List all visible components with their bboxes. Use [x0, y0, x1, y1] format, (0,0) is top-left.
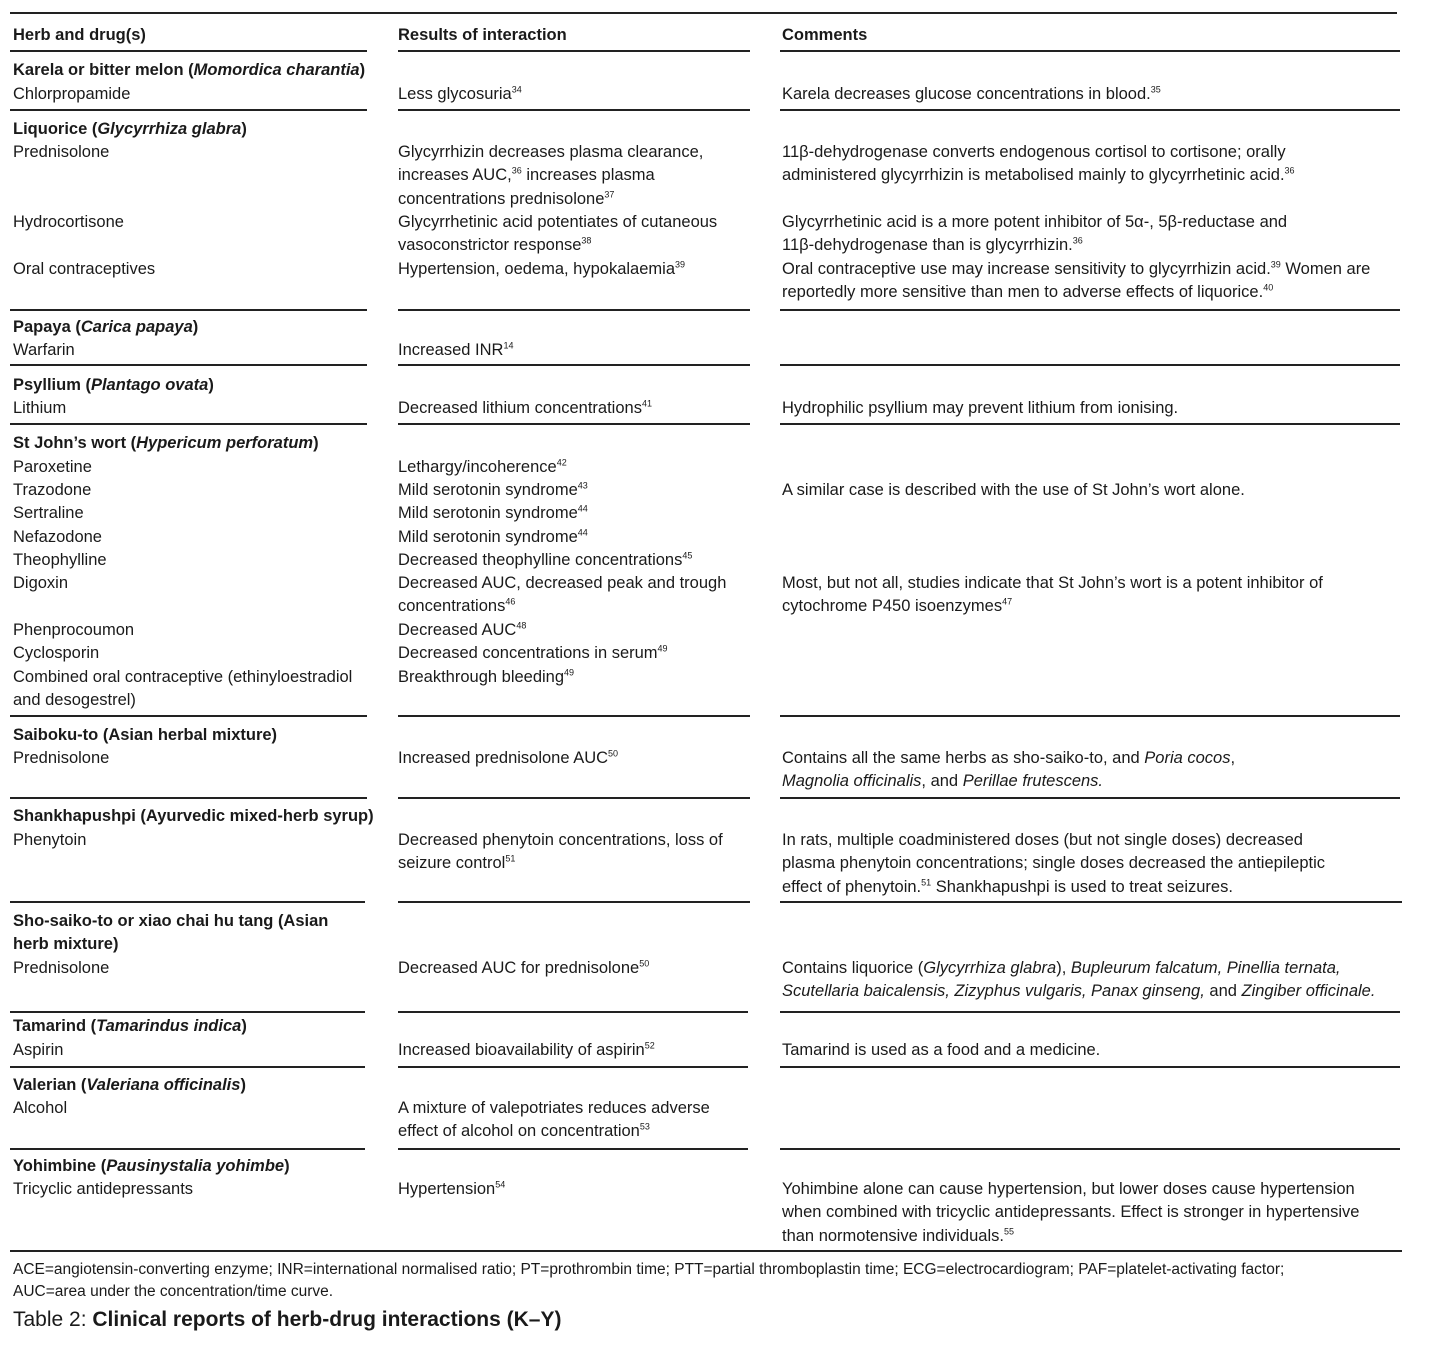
drug-phenytoin: Phenytoin	[13, 831, 87, 849]
comment-lithium: Hydrophilic psyllium may prevent lithium from ionising.	[782, 399, 1179, 417]
comment-digoxin: Most, but not all, studies indicate that St John’s wort is a potent inhibitor of cytochrome P450 isoenzymes$^{47}$	[782, 574, 1323, 616]
rule-sho-saiko-col3	[780, 1011, 1400, 1013]
rule-saiboku-col1	[10, 797, 367, 799]
herb-papaya: Papaya (Carica papaya)	[13, 318, 199, 336]
comment-oral-contraceptives: Oral contraceptive use may increase sensitivity to glycyrrhizin acid.$^{39}$ Women are reportedly more sensitive than men to adverse effects of liquorice.$^{40}$	[782, 259, 1371, 302]
rule-stjohns-col2	[398, 715, 750, 717]
herb-valerian: Valerian (Valeriana officinalis)	[13, 1076, 246, 1094]
drug-cyclosporin: Cyclosporin	[13, 644, 100, 662]
rule-karela-col3	[780, 109, 1400, 111]
drug-sertraline: Sertraline	[13, 504, 84, 522]
drug-paroxetine: Paroxetine	[13, 458, 92, 476]
drug-theophylline: Theophylline	[13, 551, 107, 569]
result-phenytoin: Decreased phenytoin concentrations, loss of seizure control$^{51}$	[398, 831, 723, 873]
result-theophylline: Decreased theophylline concentrations$^{45}$	[398, 550, 693, 569]
result-trazodone: Mild serotonin syndrome$^{43}$	[398, 480, 588, 499]
drug-nefazodone: Nefazodone	[13, 528, 102, 546]
rule-liquorice-col3	[780, 309, 1400, 311]
rule-liquorice-col2	[398, 309, 750, 311]
rule-tamarind-col1	[10, 1066, 365, 1068]
rule-papaya-col2	[398, 364, 750, 366]
header-comments: Comments	[782, 26, 868, 44]
rule-psyllium-col2	[398, 423, 750, 425]
drug-lithium: Lithium	[13, 399, 67, 417]
result-sertraline: Mild serotonin syndrome$^{44}$	[398, 503, 588, 522]
rule-valerian-col3	[780, 1148, 1400, 1150]
comment-trazodone: A similar case is described with the use of St John’s wort alone.	[782, 481, 1245, 499]
comment-aspirin: Tamarind is used as a food and a medicine.	[782, 1041, 1101, 1059]
header-rule-col3	[780, 50, 1400, 52]
rule-papaya-col3	[780, 364, 1400, 366]
bottom-rule	[10, 1250, 1402, 1252]
footnote-line-1: ACE=angiotensin-converting enzyme; INR=international normalised ratio; PT=prothrombin time; PTT=partial thromboplastin time; ECG=electrocardiogram; PAF=platelet-activating factor;	[13, 1261, 1285, 1278]
result-phenprocoumon: Decreased AUC$^{48}$	[398, 620, 527, 639]
result-tricyclic-antidepressants: Hypertension$^{54}$	[398, 1179, 506, 1198]
result-paroxetine: Lethargy/incoherence$^{42}$	[398, 457, 567, 476]
herb-st-johns-wort: St John’s wort (Hypericum perforatum)	[13, 434, 319, 452]
rule-sho-saiko-col1	[10, 1011, 365, 1013]
herb-karela: Karela or bitter melon (Momordica charantia)	[13, 61, 366, 79]
drug-hydrocortisone: Hydrocortisone	[13, 213, 124, 231]
rule-sho-saiko-col2	[398, 1011, 748, 1013]
rule-karela-col2	[398, 109, 750, 111]
rule-liquorice-col1	[10, 309, 367, 311]
herb-yohimbine: Yohimbine (Pausinystalia yohimbe)	[13, 1157, 290, 1175]
comment-hydrocortisone: Glycyrrhetinic acid is a more potent inhibitor of 5α-, 5β-reductase and 11β-dehydrogenase than is glycyrrhizin.$^{36}$	[782, 213, 1288, 255]
caption-title: Clinical reports of herb-drug interactions (K–Y)	[92, 1308, 562, 1331]
drug-trazodone: Trazodone	[13, 481, 92, 499]
drug-aspirin: Aspirin	[13, 1041, 64, 1059]
rule-papaya-col1	[10, 364, 367, 366]
drug-combined-oral-contraceptive: Combined oral contraceptive (ethinyloestradiol and desogestrel)	[13, 668, 353, 710]
drug-prednisolone-saiboku: Prednisolone	[13, 749, 110, 767]
comment-prednisolone-saiboku: Contains all the same herbs as sho-saiko-to, and Poria cocos, Magnolia officinalis, and Perillae frutescens.	[782, 749, 1236, 791]
rule-shankhapushpi-col3	[780, 901, 1402, 903]
rule-shankhapushpi-col1	[10, 901, 365, 903]
footnote-line-2: AUC=area under the concentration/time curve.	[13, 1283, 334, 1300]
drug-chlorpropamide: Chlorpropamide	[13, 85, 131, 103]
drug-phenprocoumon: Phenprocoumon	[13, 621, 135, 639]
herb-liquorice: Liquorice (Glycyrrhiza glabra)	[13, 120, 247, 138]
result-prednisolone-saiboku: Increased prednisolone AUC$^{50}$	[398, 748, 619, 767]
drug-prednisolone-liquorice: Prednisolone	[13, 143, 110, 161]
result-nefazodone: Mild serotonin syndrome$^{44}$	[398, 527, 588, 546]
rule-stjohns-col1	[10, 715, 367, 717]
rule-stjohns-col3	[780, 715, 1400, 717]
result-combined-oral-contraceptive: Breakthrough bleeding$^{49}$	[398, 667, 575, 686]
herb-sho-saiko-to: Sho-saiko-to or xiao chai hu tang (Asian herb mixture)	[13, 912, 329, 954]
herb-tamarind: Tamarind (Tamarindus indica)	[13, 1017, 247, 1035]
result-chlorpropamide: Less glycosuria$^{34}$	[398, 84, 522, 103]
result-lithium: Decreased lithium concentrations$^{41}$	[398, 398, 652, 417]
rule-valerian-col1	[10, 1148, 365, 1150]
result-cyclosporin: Decreased concentrations in serum$^{49}$	[398, 643, 668, 662]
result-digoxin: Decreased AUC, decreased peak and trough concentrations$^{46}$	[398, 574, 727, 616]
drug-oral-contraceptives: Oral contraceptives	[13, 260, 156, 278]
herb-saiboku-to: Saiboku-to (Asian herbal mixture)	[13, 726, 278, 744]
drug-warfarin: Warfarin	[13, 341, 75, 359]
result-hydrocortisone: Glycyrrhetinic acid potentiates of cutaneous vasoconstrictor response$^{38}$	[398, 213, 718, 255]
rule-tamarind-col3	[780, 1066, 1400, 1068]
herb-shankhapushpi: Shankhapushpi (Ayurvedic mixed-herb syrup)	[13, 807, 374, 825]
drug-tricyclic-antidepressants: Tricyclic antidepressants	[13, 1180, 194, 1198]
result-oral-contraceptives: Hypertension, oedema, hypokalaemia$^{39}$	[398, 259, 686, 278]
comment-chlorpropamide: Karela decreases glucose concentrations in blood.$^{35}$	[782, 84, 1161, 103]
result-alcohol: A mixture of valepotriates reduces adverse effect of alcohol on concentration$^{53}$	[398, 1099, 710, 1141]
comment-prednisolone-liquorice: 11β-dehydrogenase converts endogenous cortisol to cortisone; orally administered glycyrrhizin is metabolised mainly to glycyrrhetinic acid.$^{36}$	[782, 143, 1295, 185]
comment-phenytoin: In rats, multiple coadministered doses (but not single doses) decreased plasma phenytoin concentrations; single doses decreased the antiepileptic effect of phenytoin.$^{51}$ Shankhapushpi is used to treat seizures.	[782, 831, 1326, 896]
table-caption	[13, 1308, 561, 1332]
header-rule-col1	[10, 50, 367, 52]
rule-psyllium-col3	[780, 423, 1400, 425]
result-warfarin: Increased INR$^{14}$	[398, 340, 514, 359]
comment-prednisolone-sho-saiko: Contains liquorice (Glycyrrhiza glabra), Bupleurum falcatum, Pinellia ternata, Scutellaria baicalensis, Zizyphus vulgaris, Panax ginseng, and Zingiber officinale.	[782, 959, 1376, 1001]
drug-prednisolone-sho-saiko: Prednisolone	[13, 959, 110, 977]
rule-saiboku-col3	[780, 797, 1400, 799]
drug-alcohol: Alcohol	[13, 1099, 68, 1117]
rule-karela-col1	[10, 109, 367, 111]
rule-psyllium-col1	[10, 423, 367, 425]
result-prednisolone-liquorice: Glycyrrhizin decreases plasma clearance, increases AUC,$^{36}$ increases plasma concentrations prednisolone$^{37}$	[398, 143, 704, 208]
rule-valerian-col2	[398, 1148, 748, 1150]
rule-saiboku-col2	[398, 797, 750, 799]
rule-tamarind-col2	[398, 1066, 748, 1068]
herb-psyllium: Psyllium (Plantago ovata)	[13, 376, 214, 394]
header-herb-drug: Herb and drug(s)	[13, 26, 146, 44]
comment-tricyclic-antidepressants: Yohimbine alone can cause hypertension, but lower doses cause hypertension when combined with tricyclic antidepressants. Effect is stronger in hypertensive than normotensive individuals.$^{55}$	[782, 1180, 1360, 1245]
top-rule	[10, 12, 1397, 14]
rule-shankhapushpi-col2	[398, 901, 750, 903]
header-rule-col2	[398, 50, 750, 52]
result-prednisolone-sho-saiko: Decreased AUC for prednisolone$^{50}$	[398, 958, 650, 977]
result-aspirin: Increased bioavailability of aspirin$^{52}$	[398, 1040, 655, 1059]
drug-digoxin: Digoxin	[13, 574, 69, 592]
header-results: Results of interaction	[398, 26, 567, 44]
caption-prefix: Table 2:	[13, 1308, 93, 1331]
